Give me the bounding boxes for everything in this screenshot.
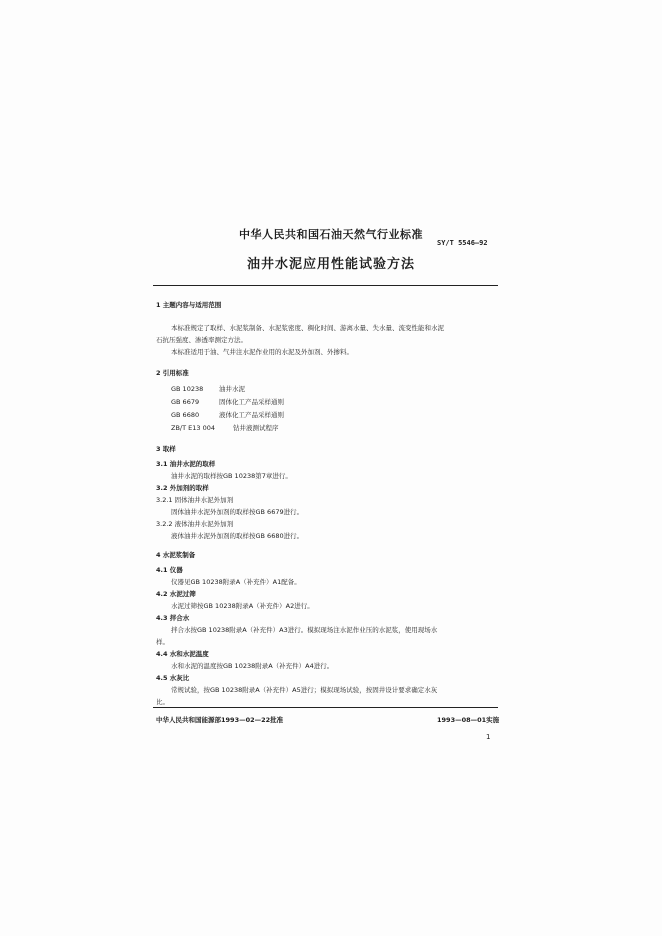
reference-item	[171, 397, 284, 406]
approval-date: 中华人民共和国能源部1993—02—22批准	[156, 716, 284, 724]
section-4-5-heading: 4.5 水灰比	[156, 674, 190, 682]
section-2-heading: 2 引用标准	[156, 369, 189, 377]
section-3-2-1-text: 固体油井水泥外加剂的取样按GB 6679进行。	[171, 508, 304, 516]
section-4-4-text: 水和水泥的温度按GB 10238附录A（补充件）A4进行。	[171, 662, 334, 670]
org-title: 中华人民共和国石油天然气行业标准	[239, 228, 423, 241]
section-3-1-text: 油井水泥的取样按GB 10238第7章进行。	[171, 472, 292, 480]
section-1-heading: 1 主题内容与适用范围	[156, 301, 222, 309]
section-4-2-heading: 4.2 水泥过筛	[156, 590, 196, 598]
section-4-1-text: 仪器见GB 10238附录A（补充件）A1配备。	[171, 578, 301, 586]
section-3-2-1-heading: 3.2.1 固体油井水泥外加剂	[156, 496, 234, 504]
reference-item	[171, 384, 245, 393]
section-4-2-text: 水泥过筛按GB 10238附录A（补充件）A2进行。	[171, 602, 314, 610]
implementation-date: 1993—08—01实施	[437, 716, 500, 724]
section-4-3-line-1: 拌合水按GB 10238附录A（补充件）A3进行。模拟现场注水泥作业压的水泥浆，使用现场水	[171, 626, 438, 634]
reference-code: GB 10238	[171, 385, 204, 393]
header-divider	[153, 285, 498, 286]
section-4-5-line-2: 比。	[156, 698, 169, 706]
section-4-3-heading: 4.3 拌合水	[156, 614, 190, 622]
reference-title: 钻井液测试程序	[233, 424, 279, 432]
section-1-paragraph-2: 本标准适用于油、气井注水泥作业用的水泥及外加剂、外掺料。	[171, 348, 353, 356]
standard-code: SY/T 5546—92	[437, 239, 488, 247]
section-3-2-2-text: 液体油井水泥外加剂的取样按GB 6680进行。	[171, 532, 304, 540]
section-3-heading: 3 取样	[156, 445, 176, 453]
reference-code: ZB/T E13 004	[171, 424, 215, 432]
footer-divider	[153, 707, 498, 708]
section-1-paragraph-1-line-2: 石抗压强度、渗透率测定方法。	[156, 336, 247, 344]
reference-item	[171, 423, 279, 432]
section-1-paragraph-1-line-1: 本标准规定了取样、水泥浆制备、水泥浆密度、稠化时间、游离水量、失水量、流变性能和水泥	[171, 324, 444, 332]
section-4-3-line-2: 样。	[156, 638, 169, 646]
reference-item	[171, 410, 284, 419]
page-number: 1	[486, 733, 491, 741]
section-3-2-heading: 3.2 外加剂的取样	[156, 484, 209, 492]
section-3-2-2-heading: 3.2.2 液体油井水泥外加剂	[156, 520, 234, 528]
section-4-1-heading: 4.1 仪器	[156, 566, 183, 574]
section-3-1-heading: 3.1 油井水泥的取样	[156, 460, 216, 468]
document-title: 油井水泥应用性能试验方法	[246, 257, 415, 272]
reference-code: GB 6679	[171, 398, 200, 406]
reference-code: GB 6680	[171, 411, 200, 419]
reference-title: 固体化工产品采样通则	[219, 398, 284, 406]
section-4-4-heading: 4.4 水和水泥温度	[156, 650, 209, 658]
reference-title: 油井水泥	[219, 385, 245, 393]
section-4-heading: 4 水泥浆制备	[156, 551, 196, 559]
reference-title: 液体化工产品采样通则	[219, 411, 284, 419]
section-4-5-line-1: 常规试验，按GB 10238附录A（补充件）A5进行；模拟现场试验，按固井设计要求确定水灰	[171, 686, 438, 694]
